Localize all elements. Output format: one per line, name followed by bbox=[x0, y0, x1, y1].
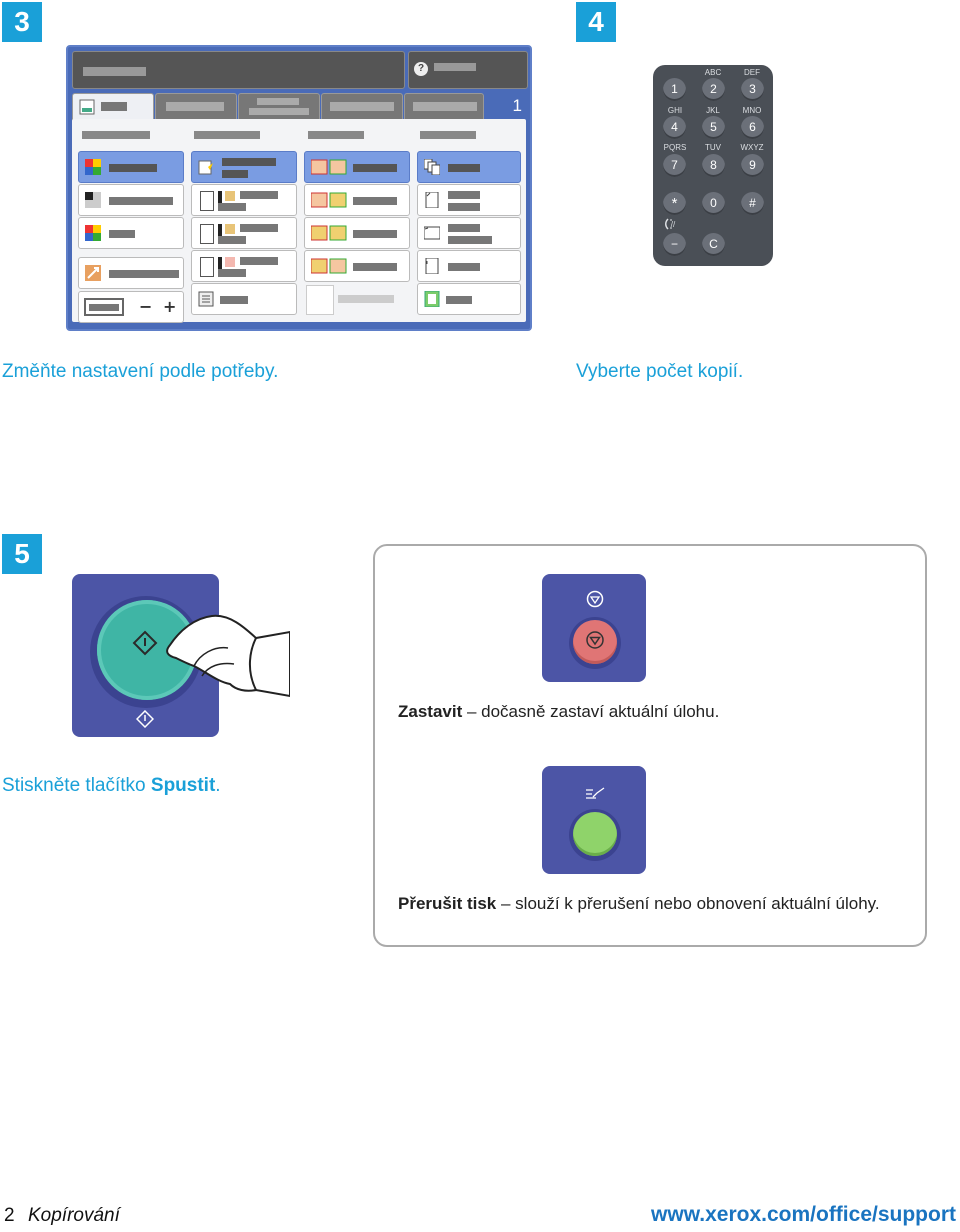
output-stapled-2[interactable] bbox=[417, 217, 521, 249]
stop-label: Zastavit bbox=[398, 702, 463, 721]
key-letters-def: DEF bbox=[744, 68, 760, 77]
staple-corner-icon bbox=[424, 192, 440, 208]
tab-4[interactable] bbox=[321, 93, 403, 121]
sides-2-1[interactable] bbox=[304, 250, 410, 282]
stop-icon bbox=[585, 630, 605, 650]
staple-left-icon bbox=[424, 258, 440, 274]
collate-icon bbox=[424, 159, 440, 175]
key-7[interactable]: 7 bbox=[663, 154, 686, 177]
message-bar bbox=[72, 51, 405, 89]
step-3-badge: 3 bbox=[2, 2, 42, 42]
key-letters-wxyz: WXYZ bbox=[740, 143, 764, 152]
list-icon bbox=[198, 291, 214, 307]
caption-period: . bbox=[215, 775, 221, 796]
output-color-auto[interactable] bbox=[78, 151, 184, 183]
key-clear[interactable]: C bbox=[702, 233, 725, 256]
minus-button[interactable]: − bbox=[139, 297, 153, 316]
interrupt-button[interactable] bbox=[573, 812, 617, 856]
document-green-icon bbox=[424, 291, 440, 307]
step-5-badge: 5 bbox=[2, 534, 42, 574]
color-icon bbox=[85, 225, 101, 241]
sides-1-2[interactable] bbox=[304, 184, 410, 216]
step-5-caption bbox=[2, 775, 221, 797]
interrupt-description bbox=[398, 894, 880, 914]
key-9[interactable]: 9 bbox=[741, 154, 764, 177]
supply-more[interactable] bbox=[191, 283, 297, 315]
duplex-2-2-icon bbox=[311, 224, 347, 242]
key-4[interactable]: 4 bbox=[663, 116, 686, 139]
key-dial-pause[interactable]: − bbox=[663, 233, 686, 256]
key-6[interactable]: 6 bbox=[741, 116, 764, 139]
hand-pressing-icon bbox=[150, 610, 290, 700]
copy-count: 1 bbox=[512, 96, 522, 115]
supply-tray-1[interactable] bbox=[191, 184, 297, 216]
key-5[interactable]: 5 bbox=[702, 116, 725, 139]
key-3[interactable]: 3 bbox=[741, 78, 764, 101]
tab-2[interactable] bbox=[155, 93, 237, 121]
interrupt-desc-text: – slouží k přerušení nebo obnovení aktuální úlohy. bbox=[496, 894, 880, 913]
question-mark-lock-icon: ? bbox=[414, 62, 428, 76]
output-collated[interactable] bbox=[417, 151, 521, 183]
duplex-1-1-icon bbox=[311, 158, 347, 176]
caption-bold-start: Spustit bbox=[150, 775, 216, 796]
key-letters-ghi: GHI bbox=[667, 106, 683, 115]
start-label-icon bbox=[136, 710, 154, 728]
duplex-1-2-icon bbox=[311, 191, 347, 209]
interrupt-button-panel bbox=[542, 766, 646, 874]
step-4-caption: Vyberte počet kopií. bbox=[576, 361, 744, 382]
caption-text: Stiskněte tlačítko bbox=[2, 775, 151, 796]
key-asterisk[interactable]: * bbox=[663, 192, 686, 215]
key-8[interactable]: 8 bbox=[702, 154, 725, 177]
reduce-enlarge[interactable] bbox=[78, 257, 184, 289]
black-white-icon bbox=[85, 192, 101, 208]
key-letters-jkl: JKL bbox=[706, 106, 720, 115]
step-3-caption: Změňte nastavení podle potřeby. bbox=[2, 361, 279, 382]
stop-description bbox=[398, 702, 719, 722]
resize-icon bbox=[85, 265, 101, 281]
support-url[interactable]: www.xerox.com/office/support bbox=[651, 1203, 956, 1226]
interrupt-label: Přerušit tisk bbox=[398, 894, 497, 913]
stop-label-icon bbox=[586, 590, 604, 608]
key-0[interactable]: 0 bbox=[702, 192, 725, 215]
buttons-info-card bbox=[373, 544, 927, 947]
key-letters-mno: MNO bbox=[742, 106, 762, 115]
settings-area bbox=[72, 119, 526, 322]
key-hash[interactable]: # bbox=[741, 192, 764, 215]
key-2[interactable]: 2 bbox=[702, 78, 725, 101]
step-4-badge: 4 bbox=[576, 2, 616, 42]
numeric-keypad bbox=[653, 65, 773, 266]
output-color-bw[interactable] bbox=[78, 184, 184, 216]
tab-copy[interactable] bbox=[72, 93, 154, 121]
interrupt-label-icon bbox=[584, 786, 606, 802]
help-button[interactable] bbox=[408, 51, 528, 89]
stop-desc-text: – dočasně zastaví aktuální úlohu. bbox=[462, 702, 720, 721]
output-stapled-1[interactable] bbox=[417, 184, 521, 216]
output-color-color[interactable] bbox=[78, 217, 184, 249]
touch-screen-panel bbox=[66, 45, 532, 331]
tab-3[interactable] bbox=[238, 93, 320, 121]
sides-2-2[interactable] bbox=[304, 217, 410, 249]
supply-tray-3[interactable] bbox=[191, 250, 297, 282]
tab-5[interactable] bbox=[404, 93, 484, 121]
staple-icon bbox=[424, 225, 440, 241]
key-letters-abc: ABC bbox=[704, 68, 722, 77]
supply-tray-2[interactable] bbox=[191, 217, 297, 249]
reduce-stepper[interactable] bbox=[78, 291, 184, 323]
copy-icon bbox=[79, 99, 95, 115]
output-stapled-3[interactable] bbox=[417, 250, 521, 282]
page-number: 2 bbox=[4, 1205, 15, 1226]
supply-auto[interactable] bbox=[191, 151, 297, 183]
dial-pause-label: // bbox=[670, 220, 676, 229]
section-title: Kopírování bbox=[28, 1205, 120, 1226]
sides-1-1[interactable] bbox=[304, 151, 410, 183]
sides-more[interactable] bbox=[304, 283, 410, 315]
output-more[interactable] bbox=[417, 283, 521, 315]
plus-button[interactable]: + bbox=[163, 297, 177, 316]
key-letters-tuv: TUV bbox=[705, 143, 721, 152]
color-auto-icon bbox=[85, 159, 101, 175]
duplex-2-1-icon bbox=[311, 257, 347, 275]
stop-button-panel bbox=[542, 574, 646, 682]
key-letters-pqrs: PQRS bbox=[663, 143, 687, 152]
paper-auto-icon bbox=[198, 159, 214, 175]
key-1[interactable]: 1 bbox=[663, 78, 686, 101]
